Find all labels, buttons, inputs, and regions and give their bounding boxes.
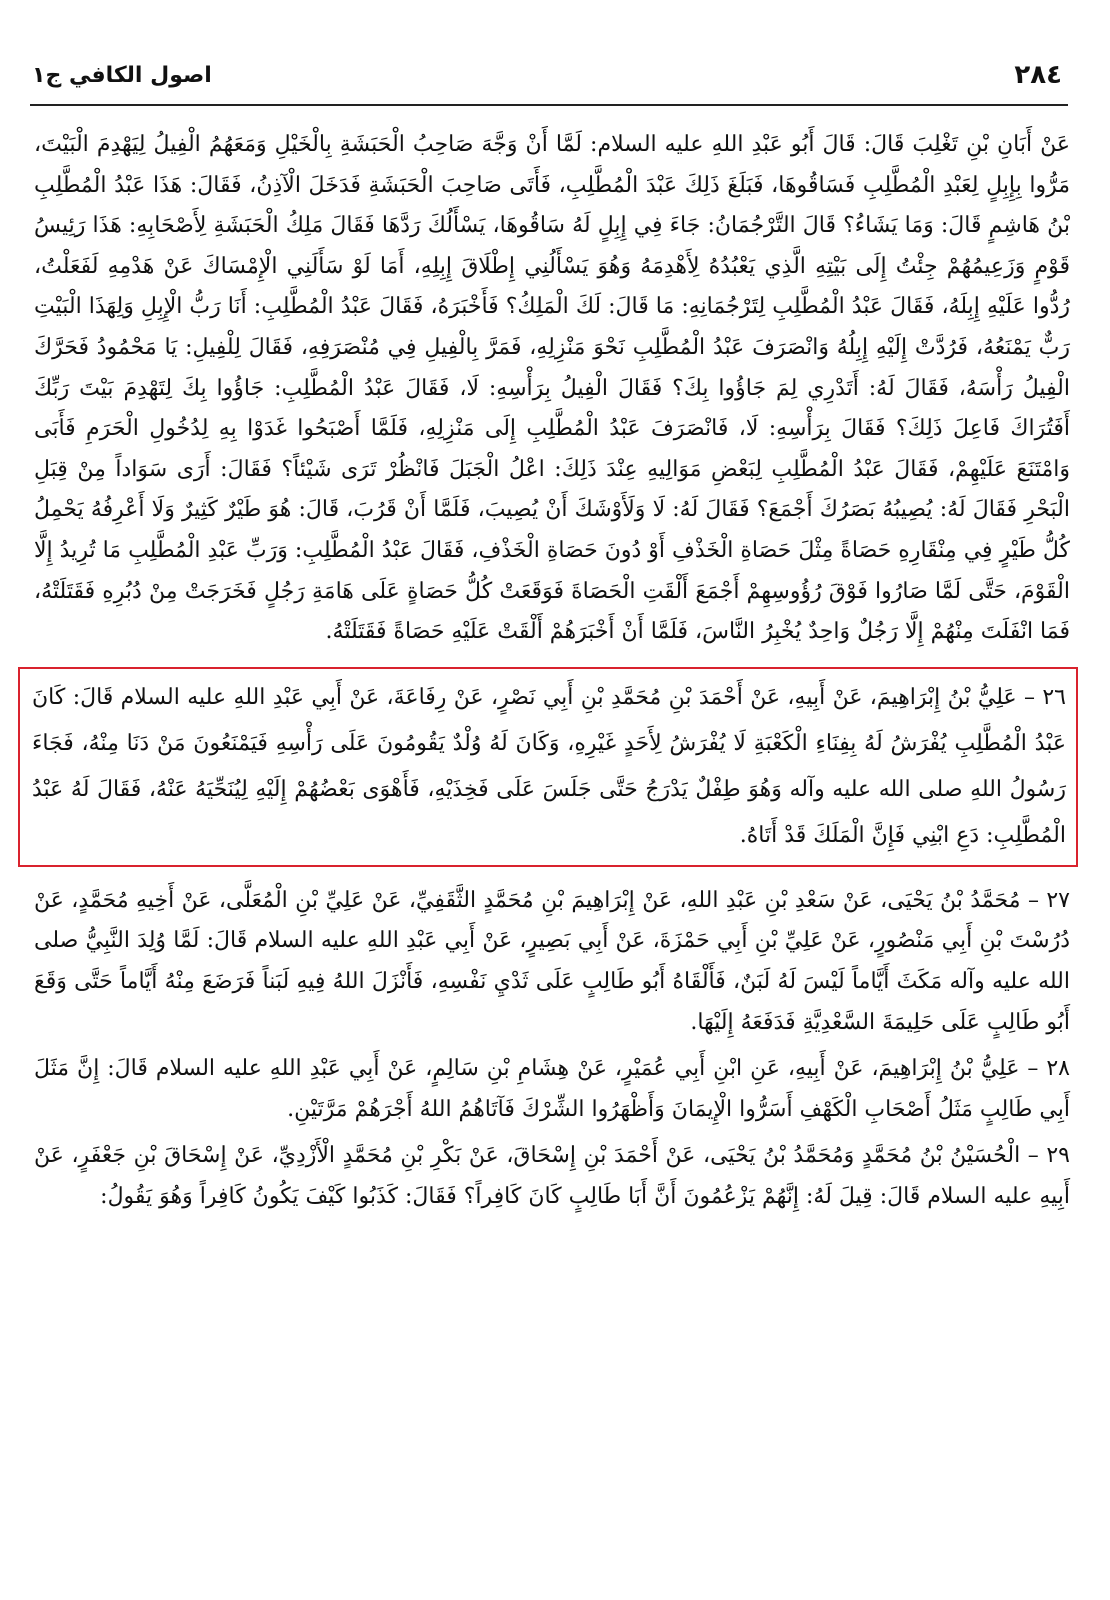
hadith-26: ٢٦ – عَلِيُّ بْنُ إِبْرَاهِيمَ، عَنْ أَبِيهِ، عَنْ أَحْمَدَ بْنِ مُحَمَّدِ بْنِ أَبِي نَصْرٍ، عَنْ رِفَاعَةَ، عَنْ أَبِي عَبْدِ اللهِ عليه السلام قَالَ: كَانَ عَبْدُ الْمُطَّلِبِ يُفْرَشُ لَهُ بِفِنَاءِ الْكَعْبَةِ لَا يُفْرَشُ لِأَحَدٍ غَيْرِهِ، وَكَانَ لَهُ وُلْدٌ يَقُومُونَ عَلَى رَأْسِهِ فَيَمْنَعُونَ مَنْ دَنَا مِنْهُ، فَجَاءَ رَسُولُ اللهِ صلى الله عليه وآله وَهُوَ طِفْلٌ يَدْرَجُ حَتَّى جَلَسَ عَلَى فَخِذَيْهِ، فَأَهْوَى بَعْضُهُمْ إِلَيْهِ لِيُنَحِّيَهُ عَنْهُ، فَقَالَ لَهُ عَبْدُ الْمُطَّلِبِ: دَعِ ابْنِي فَإِنَّ الْمَلَكَ قَدْ أَتَاهُ. bbox=[32, 684, 1066, 848]
page-number: ٢٨٤ bbox=[1014, 60, 1062, 90]
book-title: اصول الكافي ج١ bbox=[32, 62, 212, 88]
header-rule bbox=[30, 104, 1068, 106]
page-header bbox=[32, 58, 1062, 92]
hadith-27: ٢٧ – مُحَمَّدُ بْنُ يَحْيَى، عَنْ سَعْدِ بْنِ عَبْدِ اللهِ، عَنْ إِبْرَاهِيمَ بْنِ مُحَمَّدٍ الثَّقَفِيِّ، عَنْ عَلِيِّ بْنِ الْمُعَلَّى، عَنْ أَخِيهِ مُحَمَّدٍ، عَنْ دُرُسْتَ بْنِ أَبِي مَنْصُورٍ، عَنْ عَلِيِّ بْنِ أَبِي حَمْزَةَ، عَنْ أَبِي بَصِيرٍ، عَنْ أَبِي عَبْدِ اللهِ عليه السلام قَالَ: لَمَّا وُلِدَ النَّبِيُّ صلى الله عليه وآله مَكَثَ أَيَّاماً لَيْسَ لَهُ لَبَنٌ، فَأَلْقَاهُ أَبُو طَالِبٍ عَلَى ثَدْيِ نَفْسِهِ، فَأَنْزَلَ اللهُ فِيهِ لَبَناً فَرَضَعَ مِنْهُ أَيَّاماً حَتَّى وَقَعَ أَبُو طَالِبٍ عَلَى حَلِيمَةَ السَّعْدِيَّةِ فَدَفَعَهُ إِلَيْهَا. bbox=[34, 887, 1070, 1035]
hadith-25-continued: عَنْ أَبَانِ بْنِ تَغْلِبَ قَالَ: قَالَ أَبُو عَبْدِ اللهِ عليه السلام: لَمَّا أَنْ وَجَّهَ صَاحِبُ الْحَبَشَةِ بِالْخَيْلِ وَمَعَهُمُ الْفِيلُ لِيَهْدِمَ الْبَيْتَ، مَرُّوا بِإِبِلٍ لِعَبْدِ الْمُطَّلِبِ فَسَاقُوهَا، فَبَلَغَ ذَلِكَ عَبْدَ الْمُطَّلِبِ، فَأَتَى صَاحِبَ الْحَبَشَةِ فَدَخَلَ الْآذِنُ، فَقَالَ: هَذَا عَبْدُ الْمُطَّلِبِ بْنُ هَاشِمٍ قَالَ: وَمَا يَشَاءُ؟ قَالَ التَّرْجُمَانُ: جَاءَ فِي إِبِلٍ لَهُ سَاقُوهَا، يَسْأَلُكَ رَدَّهَا فَقَالَ مَلِكُ الْحَبَشَةِ لِأَصْحَابِهِ: هَذَا رَئِيسُ قَوْمٍ وَزَعِيمُهُمْ جِئْتُ إِلَى بَيْتِهِ الَّذِي يَعْبُدُهُ لِأَهْدِمَهُ وَهُوَ يَسْأَلُنِي إِطْلَاقَ إِبِلِهِ، أَمَا لَوْ سَأَلَنِي الْإِمْسَاكَ عَنْ هَدْمِهِ لَفَعَلْتُ، رُدُّوا عَلَيْهِ إِبِلَهُ، فَقَالَ عَبْدُ الْمُطَّلِبِ لِتَرْجُمَانِهِ: مَا قَالَ: لَكَ الْمَلِكُ؟ فَأَخْبَرَهُ، فَقَالَ عَبْدُ الْمُطَّلِبِ: أَنَا رَبُّ الْإِبِلِ وَلِهَذَا الْبَيْتِ رَبٌّ يَمْنَعُهُ، فَرُدَّتْ إِلَيْهِ إِبِلُهُ وَانْصَرَفَ عَبْدُ الْمُطَّلِبِ نَحْوَ مَنْزِلِهِ، فَمَرَّ بِالْفِيلِ فِي مُنْصَرَفِهِ، فَقَالَ لِلْفِيلِ: يَا مَحْمُودُ فَحَرَّكَ الْفِيلُ رَأْسَهُ، فَقَالَ لَهُ: أَتَدْرِي لِمَ جَاؤُوا بِكَ؟ فَقَالَ الْفِيلُ بِرَأْسِهِ: لَا، فَقَالَ عَبْدُ الْمُطَّلِبِ: جَاؤُوا بِكَ لِتَهْدِمَ بَيْتَ رَبِّكَ أَفَتُرَاكَ فَاعِلَ ذَلِكَ؟ فَقَالَ بِرَأْسِهِ: لَا، فَانْصَرَفَ عَبْدُ الْمُطَّلِبِ إِلَى مَنْزِلِهِ، فَلَمَّا أَصْبَحُوا غَدَوْا بِهِ لِدُخُولِ الْحَرَمِ فَأَبَى وَامْتَنَعَ عَلَيْهِمْ، فَقَالَ عَبْدُ الْمُطَّلِبِ لِبَعْضِ مَوَالِيهِ عِنْدَ ذَلِكَ: اعْلُ الْجَبَلَ فَانْظُرْ تَرَى شَيْئاً؟ فَقَالَ: أَرَى سَوَاداً مِنْ قِبَلِ الْبَحْرِ فَقَالَ لَهُ: يُصِيبُهُ بَصَرُكَ أَجْمَعَ؟ فَقَالَ لَهُ: لَا وَلَأَوْشَكَ أَنْ يُصِيبَ، فَلَمَّا أَنْ قَرُبَ، قَالَ: هُوَ طَيْرٌ كَثِيرٌ وَلَا أَعْرِفُهُ يَحْمِلُ كُلُّ طَيْرٍ فِي مِنْقَارِهِ حَصَاةً مِثْلَ حَصَاةِ الْخَذْفِ أَوْ دُونَ حَصَاةِ الْخَذْفِ، فَقَالَ عَبْدُ الْمُطَّلِبِ: وَرَبِّ عَبْدِ الْمُطَّلِبِ مَا تُرِيدُ إِلَّا الْقَوْمَ، حَتَّى لَمَّا صَارُوا فَوْقَ رُؤُوسِهِمْ أَجْمَعَ أَلْقَتِ الْحَصَاةَ فَوَقَعَتْ كُلُّ حَصَاةٍ عَلَى هَامَةِ رَجُلٍ فَخَرَجَتْ مِنْ دُبُرِهِ فَقَتَلَتْهُ، فَمَا انْفَلَتَ مِنْهُمْ إِلَّا رَجُلٌ وَاحِدٌ يُخْبِرُ النَّاسَ، فَلَمَّا أَنْ أَخْبَرَهُمْ أَلْقَتْ عَلَيْهِ حَصَاةً فَقَتَلَتْهُ. bbox=[34, 132, 1070, 645]
hadith-28: ٢٨ – عَلِيُّ بْنُ إِبْرَاهِيمَ، عَنْ أَبِيهِ، عَنِ ابْنِ أَبِي عُمَيْرٍ، عَنْ هِشَامِ بْنِ سَالِمٍ، عَنْ أَبِي عَبْدِ اللهِ عليه السلام قَالَ: إِنَّ مَثَلَ أَبِي طَالِبٍ مَثَلُ أَصْحَابِ الْكَهْفِ أَسَرُّوا الْإِيمَانَ وَأَظْهَرُوا الشِّرْكَ فَآتَاهُمُ اللهُ أَجْرَهُمْ مَرَّتَيْنِ. bbox=[34, 1056, 1070, 1122]
highlighted-hadith-box bbox=[18, 667, 1078, 867]
body-text bbox=[34, 125, 1070, 1217]
hadith-29: ٢٩ – الْحُسَيْنُ بْنُ مُحَمَّدٍ وَمُحَمَّدُ بْنُ يَحْيَى، عَنْ أَحْمَدَ بْنِ إِسْحَاقَ، عَنْ بَكْرِ بْنِ مُحَمَّدٍ الْأَزْدِيِّ، عَنْ إِسْحَاقَ بْنِ جَعْفَرٍ، عَنْ أَبِيهِ عليه السلام قَالَ: قِيلَ لَهُ: إِنَّهُمْ يَزْعُمُونَ أَنَّ أَبَا طَالِبٍ كَانَ كَافِراً؟ فَقَالَ: كَذَبُوا كَيْفَ يَكُونُ كَافِراً وَهُوَ يَقُولُ: bbox=[34, 1143, 1070, 1209]
